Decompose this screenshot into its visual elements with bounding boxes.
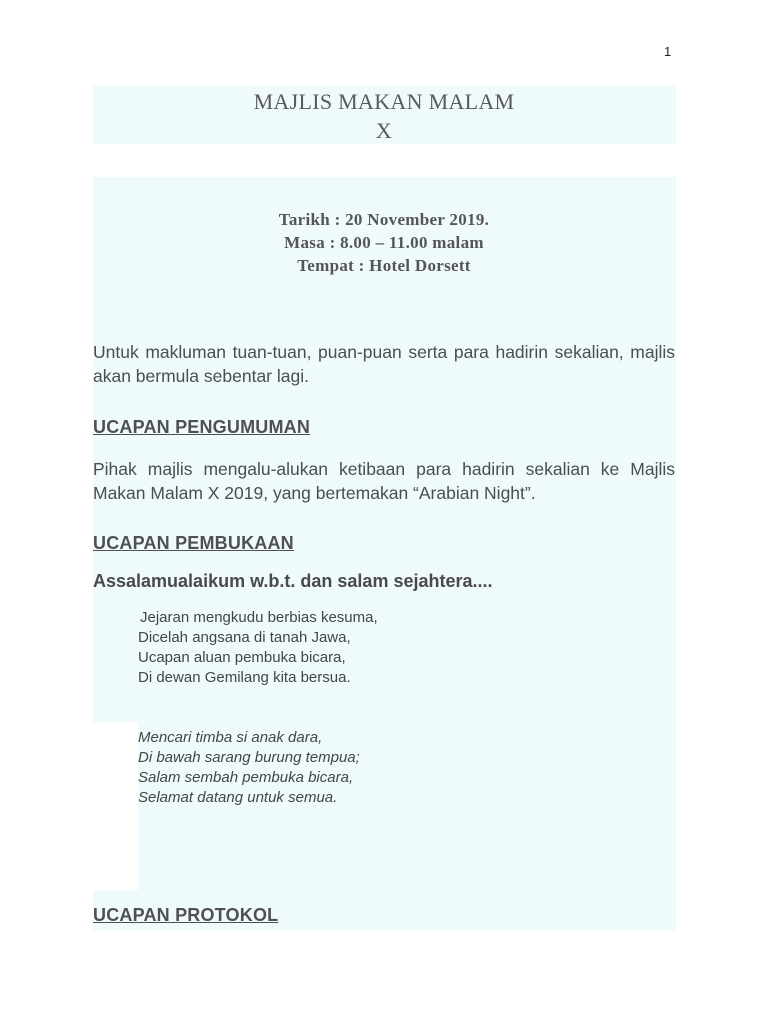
- heading-ucapan-protokol: UCAPAN PROTOKOL: [93, 905, 279, 925]
- pantun-2: [138, 728, 360, 808]
- pantun-line: Mencari timba si anak dara,: [138, 729, 323, 746]
- pantun-line: Salam sembah pembuka bicara,: [138, 769, 354, 786]
- heading-ucapan-pengumuman: UCAPAN PENGUMUMAN: [93, 417, 311, 437]
- page-title: MAJLIS MAKAN MALAM: [253, 89, 515, 114]
- intro-paragraph: Untuk makluman tuan-tuan, puan-puan serta para hadirin sekalian, majlis akan bermula sebentar lagi.: [93, 342, 675, 386]
- pantun-line: Ucapan aluan pembuka bicara,: [138, 649, 346, 666]
- pantun-line: Jejaran mengkudu berbias kesuma,: [140, 609, 378, 626]
- page-title-subtitle: X: [375, 118, 393, 143]
- pantun-line: Di dewan Gemilang kita bersua.: [138, 669, 351, 686]
- event-venue: Tempat : Hotel Dorsett: [297, 256, 471, 275]
- greeting: Assalamualaikum w.b.t. dan salam sejahtera....: [93, 571, 493, 591]
- page-number: 1: [664, 44, 672, 59]
- heading-ucapan-pembukaan: UCAPAN PEMBUKAAN: [93, 533, 294, 553]
- pantun-1: [138, 608, 378, 688]
- pantun-line: Dicelah angsana di tanah Jawa,: [138, 629, 351, 646]
- pantun-line: Di bawah sarang burung tempua;: [138, 749, 360, 766]
- event-time: Masa : 8.00 – 11.00 malam: [284, 233, 484, 252]
- event-date: Tarikh : 20 November 2019.: [278, 210, 490, 229]
- pantun-line: Selamat datang untuk semua.: [138, 789, 338, 806]
- announcement-paragraph: Pihak majlis mengalu-alukan ketibaan para hadirin sekalian ke Majlis Makan Malam X 2019, yang bertemakan “Arabian Night”.: [93, 459, 675, 503]
